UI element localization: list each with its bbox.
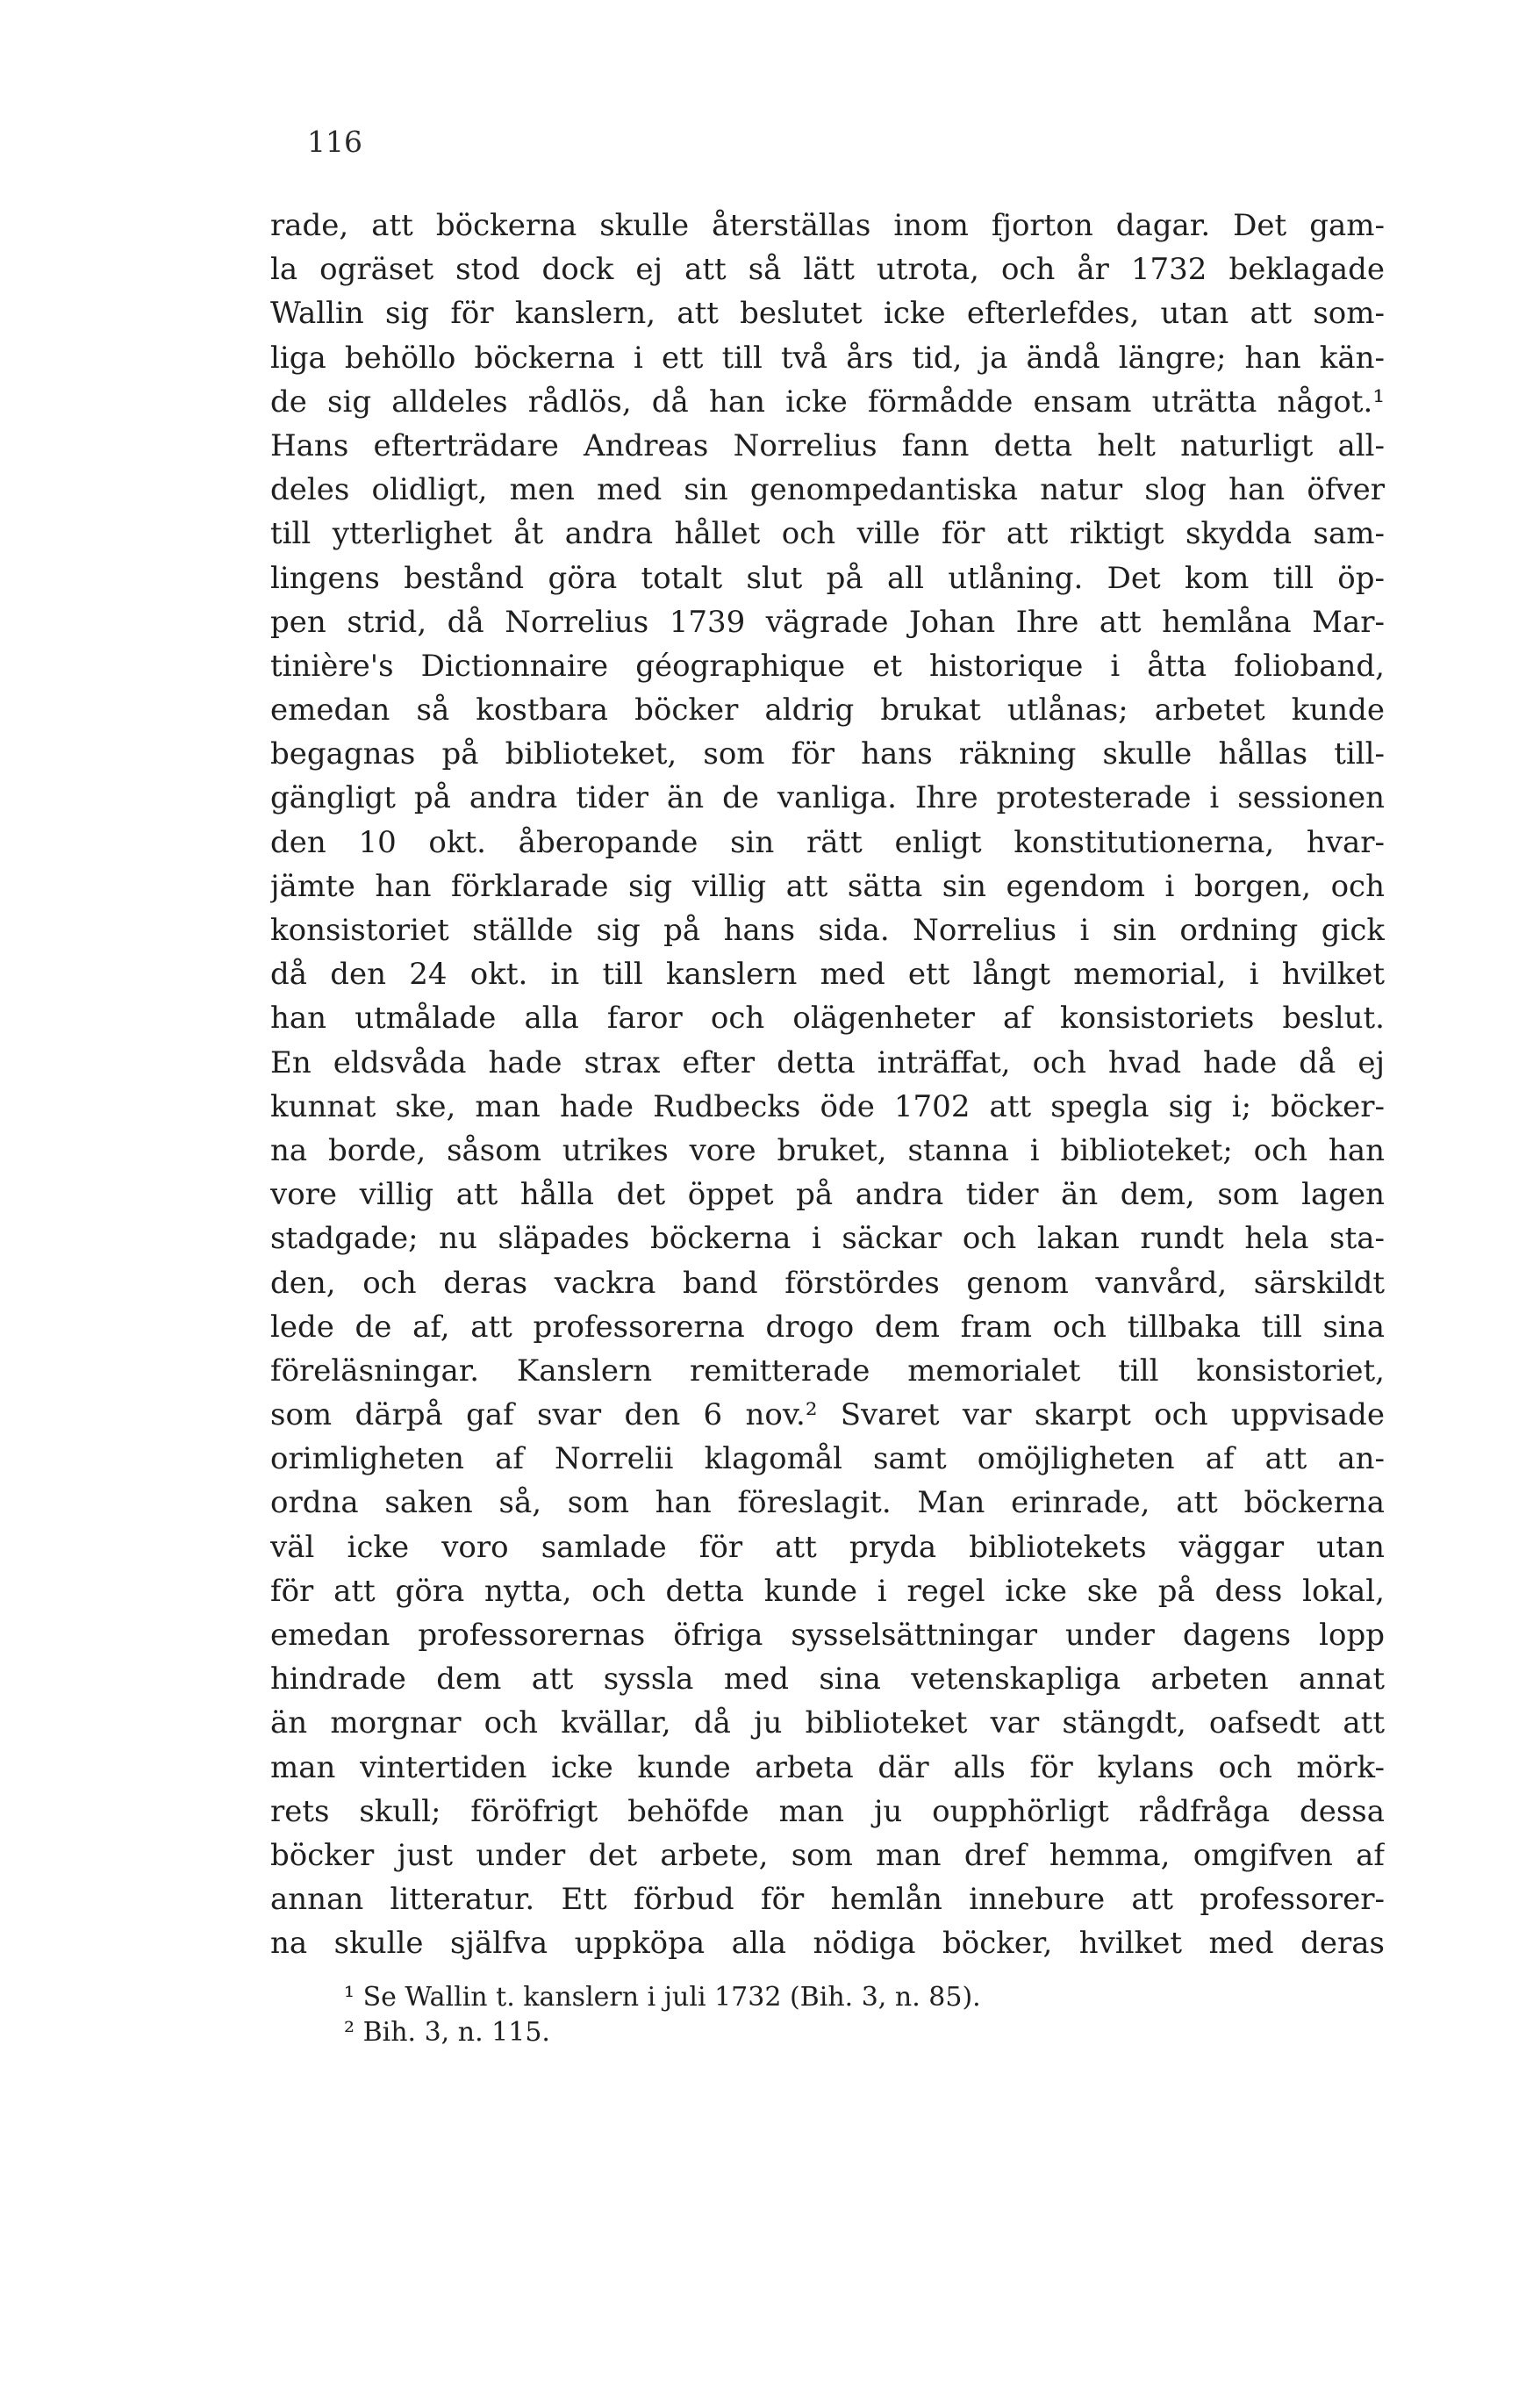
footnotes — [344, 1980, 1309, 2050]
text-line: då den 24 okt. in till kanslern med ett långt memorial, i hvilket — [270, 957, 1385, 993]
text-line: man vintertiden icke kunde arbeta där alls för kylans och mörk- — [270, 1749, 1385, 1785]
text-line: än morgnar och kvällar, då ju biblioteket var stängdt, oafsedt att — [270, 1705, 1385, 1741]
text-line: jämte han förklarade sig villig att sätta sin egendom i borgen, och — [270, 868, 1385, 904]
text-line: lede de af, att professorerna drogo dem fram och tillbaka till sina — [270, 1309, 1385, 1345]
body-text — [270, 204, 1385, 1966]
text-line: den, och deras vackra band förstördes genom vanvård, särskildt — [270, 1265, 1385, 1301]
text-line: rets skull; föröfrigt behöfde man ju oupphörligt rådfråga dessa — [270, 1793, 1385, 1829]
footnote: ¹ Se Wallin t. kanslern i juli 1732 (Bih. 3, n. 85). — [344, 1982, 981, 2013]
text-line: Wallin sig för kanslern, att beslutet icke efterlefdes, utan att som- — [270, 296, 1385, 332]
text-line: väl icke voro samlade för att pryda bibliotekets väggar utan — [270, 1529, 1385, 1565]
text-line: stadgade; nu släpades böckerna i säckar och lakan rundt hela sta- — [270, 1221, 1385, 1257]
text-line: som därpå gaf svar den 6 nov.² Svaret var skarpt och uppvisade — [270, 1397, 1385, 1433]
text-line: för att göra nytta, och detta kunde i regel icke ske på dess lokal, — [270, 1573, 1385, 1609]
text-line: emedan professorernas öfriga sysselsättningar under dagens lopp — [270, 1618, 1385, 1653]
text-line: liga behöllo böckerna i ett till två års tid, ja ändå längre; han kän- — [270, 340, 1385, 376]
text-line: hindrade dem att syssla med sina vetenskapliga arbeten annat — [270, 1662, 1385, 1697]
text-line: tinière's Dictionnaire géographique et historique i åtta folioband, — [270, 648, 1385, 684]
text-line: kunnat ske, man hade Rudbecks öde 1702 att spegla sig i; böcker- — [270, 1088, 1385, 1124]
text-line: na skulle själfva uppköpa alla nödiga böcker, hvilket med deras — [270, 1926, 1385, 1962]
text-line: Hans efterträdare Andreas Norrelius fann detta helt naturligt all- — [270, 427, 1385, 463]
text-line: orimligheten af Norrelii klagomål samt omöjligheten af att an- — [270, 1441, 1385, 1477]
text-line: den 10 okt. åberopande sin rätt enligt konstitutionerna, hvar- — [270, 824, 1385, 860]
text-line: konsistoriet ställde sig på hans sida. Norrelius i sin ordning gick — [270, 913, 1385, 948]
text-line: till ytterlighet åt andra hållet och ville för att riktigt skydda sam- — [270, 516, 1385, 552]
text-line: annan litteratur. Ett förbud för hemlån innebure att professorer- — [270, 1882, 1385, 1918]
text-line: rade, att böckerna skulle återställas inom fjorton dagar. Det gam- — [270, 208, 1385, 243]
text-line: böcker just under det arbete, som man dref hemma, omgifven af — [270, 1837, 1385, 1873]
footnote: ² Bih. 3, n. 115. — [344, 2017, 550, 2048]
text-line: la ogräset stod dock ej att så lätt utrota, och år 1732 beklagade — [270, 252, 1385, 288]
text-line: begagnas på biblioteket, som för hans räkning skulle hållas till- — [270, 736, 1385, 772]
text-line: ordna saken så, som han föreslagit. Man erinrade, att böckerna — [270, 1485, 1385, 1521]
text-line: pen strid, då Norrelius 1739 vägrade Johan Ihre att hemlåna Mar- — [270, 604, 1385, 640]
text-line: En eldsvåda hade strax efter detta inträffat, och hvad hade då ej — [270, 1044, 1385, 1080]
text-line: föreläsningar. Kanslern remitterade memorialet till konsistoriet, — [270, 1353, 1385, 1389]
text-line: gängligt på andra tider än de vanliga. Ihre protesterade i sessionen — [270, 780, 1385, 816]
text-line: de sig alldeles rådlös, då han icke förmådde ensam uträtta något.¹ — [270, 384, 1385, 420]
text-line: emedan så kostbara böcker aldrig brukat utlånas; arbetet kunde — [270, 693, 1385, 728]
text-line: han utmålade alla faror och olägenheter af konsistoriets beslut. — [270, 1001, 1385, 1037]
page-number: 116 — [307, 125, 362, 159]
text-line: lingens bestånd göra totalt slut på all utlåning. Det kom till öp- — [270, 560, 1385, 596]
text-line: vore villig att hålla det öppet på andra tider än dem, som lagen — [270, 1177, 1385, 1213]
text-line: na borde, såsom utrikes vore bruket, stanna i biblioteket; och han — [270, 1132, 1385, 1168]
text-line: deles olidligt, men med sin genompedantiska natur slog han öfver — [270, 472, 1385, 508]
